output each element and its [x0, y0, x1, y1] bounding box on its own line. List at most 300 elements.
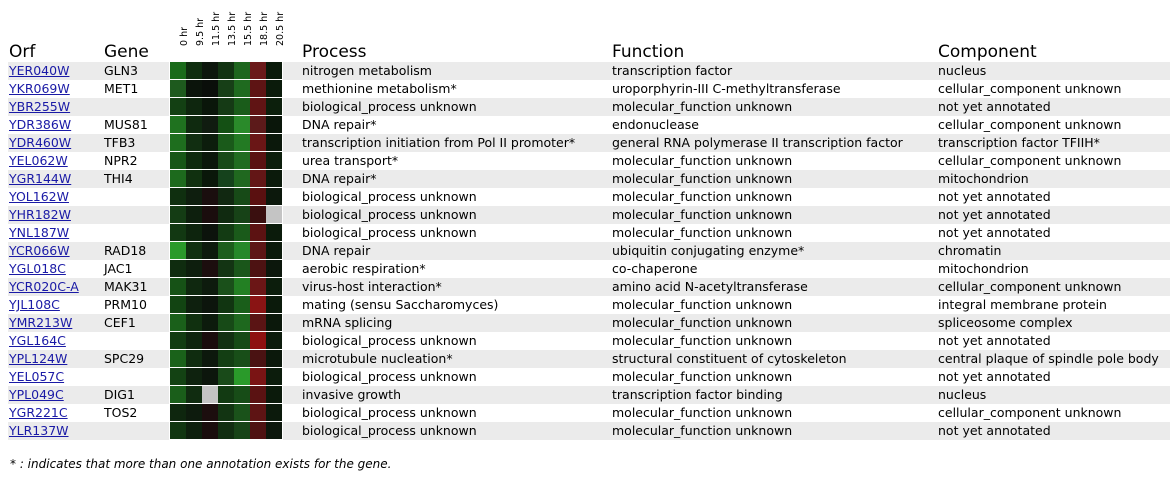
heatmap-cell	[186, 242, 202, 259]
heatmap-cell	[202, 350, 218, 367]
function-cell: transcription factor binding	[612, 387, 783, 402]
gene-cell: SPC29	[104, 351, 145, 366]
component-cell: integral membrane protein	[938, 297, 1107, 312]
timepoint-text: 9.5 hr	[195, 17, 206, 46]
orf-cell	[9, 278, 79, 296]
process-cell: biological_process unknown	[302, 225, 477, 240]
expression-heatmap	[170, 404, 282, 421]
heatmap-cell	[218, 242, 234, 259]
process-cell: invasive growth	[302, 387, 401, 402]
heatmap-cell	[218, 314, 234, 331]
orf-cell	[9, 116, 71, 134]
heatmap-cell	[250, 278, 266, 295]
heatmap-cell	[202, 332, 218, 349]
function-cell: ubiquitin conjugating enzyme*	[612, 243, 805, 258]
timepoint-text: 18.5 hr	[259, 11, 270, 46]
expression-heatmap	[170, 350, 282, 367]
orf-link[interactable]: YDR386W	[9, 117, 72, 132]
heatmap-cell	[202, 188, 218, 205]
heatmap-cell	[170, 296, 186, 313]
heatmap-cell	[266, 206, 282, 223]
orf-link[interactable]: YOL162W	[9, 189, 69, 204]
gene-cell: NPR2	[104, 153, 138, 168]
timepoint-text: 15.5 hr	[243, 11, 254, 46]
heatmap-cell	[218, 188, 234, 205]
process-cell: DNA repair*	[302, 117, 377, 132]
heatmap-cell	[186, 98, 202, 115]
heatmap-cell	[186, 386, 202, 403]
process-cell: biological_process unknown	[302, 423, 477, 438]
expression-heatmap	[170, 368, 282, 385]
heatmap-cell	[202, 242, 218, 259]
orf-cell	[9, 98, 70, 116]
heatmap-cell	[234, 422, 250, 439]
process-cell: aerobic respiration*	[302, 261, 426, 276]
orf-link[interactable]: YER040W	[9, 63, 70, 78]
heatmap-cell	[170, 260, 186, 277]
component-cell: mitochondrion	[938, 261, 1029, 276]
function-cell: structural constituent of cytoskeleton	[612, 351, 847, 366]
component-cell: nucleus	[938, 387, 987, 402]
expression-heatmap	[170, 386, 282, 403]
orf-cell	[9, 206, 71, 224]
heatmap-cell	[170, 134, 186, 151]
heatmap-cell	[218, 152, 234, 169]
expression-heatmap	[170, 224, 282, 241]
heatmap-cell	[170, 368, 186, 385]
orf-cell	[9, 242, 70, 260]
heatmap-cell	[250, 80, 266, 97]
heatmap-cell	[170, 278, 186, 295]
component-cell: not yet annotated	[938, 99, 1051, 114]
orf-link[interactable]: YCR020C-A	[9, 279, 79, 294]
heatmap-cell	[218, 350, 234, 367]
timepoint-label	[250, 4, 270, 56]
heatmap-cell	[266, 404, 282, 421]
heatmap-cell	[234, 350, 250, 367]
orf-link[interactable]: YCR066W	[9, 243, 70, 258]
orf-cell	[9, 368, 64, 386]
component-cell: central plaque of spindle pole body	[938, 351, 1159, 366]
heatmap-cell	[234, 206, 250, 223]
heatmap-cell	[202, 116, 218, 133]
heatmap-cell	[234, 368, 250, 385]
heatmap-cell	[202, 386, 218, 403]
expression-heatmap	[170, 206, 282, 223]
gene-cell: JAC1	[104, 261, 133, 276]
heatmap-cell	[266, 62, 282, 79]
table-row	[0, 206, 1175, 224]
heatmap-cell	[202, 62, 218, 79]
orf-cell	[9, 350, 67, 368]
orf-link[interactable]: YDR460W	[9, 135, 72, 150]
function-cell: molecular_function unknown	[612, 207, 793, 222]
table-row	[0, 260, 1175, 278]
function-cell: uroporphyrin-III C-methyltransferase	[612, 81, 841, 96]
heatmap-cell	[170, 314, 186, 331]
heatmap-cell	[186, 62, 202, 79]
process-cell: microtubule nucleation*	[302, 351, 453, 366]
heatmap-cell	[186, 332, 202, 349]
heatmap-cell	[202, 80, 218, 97]
heatmap-cell	[170, 224, 186, 241]
heatmap-cell	[250, 350, 266, 367]
heatmap-cell	[250, 386, 266, 403]
expression-heatmap	[170, 116, 282, 133]
heatmap-cell	[234, 386, 250, 403]
orf-cell	[9, 386, 64, 404]
heatmap-cell	[266, 116, 282, 133]
table-row	[0, 152, 1175, 170]
heatmap-cell	[170, 332, 186, 349]
orf-link[interactable]: YEL057C	[9, 369, 65, 384]
orf-link[interactable]: YPL049C	[9, 387, 64, 402]
heatmap-cell	[186, 224, 202, 241]
process-cell: biological_process unknown	[302, 99, 477, 114]
gene-cell: PRM10	[104, 297, 147, 312]
heatmap-cell	[218, 134, 234, 151]
function-cell: molecular_function unknown	[612, 297, 793, 312]
function-cell: molecular_function unknown	[612, 315, 793, 330]
orf-cell	[9, 296, 60, 314]
expression-heatmap	[170, 62, 282, 79]
orf-link[interactable]: YKR069W	[9, 81, 70, 96]
heatmap-cell	[250, 332, 266, 349]
footnote: * : indicates that more than one annotation exists for the gene.	[10, 457, 392, 471]
heatmap-cell	[266, 80, 282, 97]
expression-heatmap	[170, 260, 282, 277]
orf-cell	[9, 134, 71, 152]
orf-link[interactable]: YJL108C	[9, 297, 60, 312]
heatmap-cell	[170, 404, 186, 421]
heatmap-cell	[186, 296, 202, 313]
timepoint-text: 0 hr	[179, 27, 190, 46]
heatmap-cell	[186, 134, 202, 151]
process-cell: transcription initiation from Pol II promoter*	[302, 135, 576, 150]
heatmap-cell	[218, 224, 234, 241]
header-process: Process	[302, 42, 367, 62]
heatmap-cell	[250, 422, 266, 439]
expression-heatmap	[170, 98, 282, 115]
table-row	[0, 62, 1175, 80]
orf-link[interactable]: YPL124W	[9, 351, 68, 366]
gene-cell: THI4	[104, 171, 133, 186]
process-cell: mating (sensu Saccharomyces)	[302, 297, 499, 312]
heatmap-cell	[234, 134, 250, 151]
timepoint-text: 11.5 hr	[211, 11, 222, 46]
timepoint-label	[218, 4, 238, 56]
heatmap-cell	[218, 404, 234, 421]
component-cell: not yet annotated	[938, 189, 1051, 204]
heatmap-cell	[266, 422, 282, 439]
heatmap-cell	[250, 260, 266, 277]
heatmap-cell	[170, 98, 186, 115]
heatmap-cell	[250, 314, 266, 331]
orf-link[interactable]: YEL062W	[9, 153, 68, 168]
heatmap-cell	[170, 206, 186, 223]
expression-heatmap	[170, 278, 282, 295]
heatmap-cell	[218, 98, 234, 115]
heatmap-cell	[186, 116, 202, 133]
heatmap-cell	[234, 278, 250, 295]
heatmap-cell	[266, 224, 282, 241]
heatmap-cell	[186, 152, 202, 169]
component-cell: cellular_component unknown	[938, 405, 1122, 420]
heatmap-cell	[234, 242, 250, 259]
timepoint-label	[202, 4, 222, 56]
heatmap-cell	[234, 332, 250, 349]
orf-link[interactable]: YGR144W	[9, 171, 72, 186]
heatmap-cell	[218, 422, 234, 439]
heatmap-cell	[186, 260, 202, 277]
timepoint-text: 20.5 hr	[275, 11, 286, 46]
function-cell: molecular_function unknown	[612, 333, 793, 348]
heatmap-cell	[250, 62, 266, 79]
heatmap-cell	[186, 422, 202, 439]
process-cell: urea transport*	[302, 153, 399, 168]
heatmap-cell	[234, 296, 250, 313]
process-cell: nitrogen metabolism	[302, 63, 432, 78]
component-cell: not yet annotated	[938, 207, 1051, 222]
heatmap-cell	[250, 404, 266, 421]
heatmap-cell	[250, 116, 266, 133]
gene-cell: DIG1	[104, 387, 135, 402]
header-function: Function	[612, 42, 685, 62]
heatmap-cell	[218, 332, 234, 349]
heatmap-cell	[202, 224, 218, 241]
function-cell: transcription factor	[612, 63, 733, 78]
heatmap-cell	[170, 188, 186, 205]
heatmap-cell	[202, 368, 218, 385]
function-cell: general RNA polymerase II transcription factor	[612, 135, 903, 150]
heatmap-cell	[186, 188, 202, 205]
heatmap-cell	[170, 170, 186, 187]
expression-heatmap	[170, 314, 282, 331]
orf-link[interactable]: YGR221C	[9, 405, 68, 420]
heatmap-cell	[170, 350, 186, 367]
heatmap-cell	[266, 260, 282, 277]
orf-cell	[9, 260, 66, 278]
table-row	[0, 278, 1175, 296]
expression-heatmap	[170, 296, 282, 313]
heatmap-cell	[266, 314, 282, 331]
heatmap-cell	[202, 98, 218, 115]
heatmap-cell	[170, 422, 186, 439]
function-cell: molecular_function unknown	[612, 153, 793, 168]
expression-heatmap	[170, 134, 282, 151]
orf-cell	[9, 332, 66, 350]
heatmap-cell	[250, 206, 266, 223]
orf-cell	[9, 80, 70, 98]
heatmap-cell	[186, 404, 202, 421]
component-cell: not yet annotated	[938, 423, 1051, 438]
timepoint-label	[234, 4, 254, 56]
heatmap-cell	[218, 206, 234, 223]
function-cell: molecular_function unknown	[612, 369, 793, 384]
table-row	[0, 242, 1175, 260]
heatmap-cell	[250, 188, 266, 205]
heatmap-cell	[170, 62, 186, 79]
table-row	[0, 368, 1175, 386]
gene-cell: GLN3	[104, 63, 138, 78]
heatmap-cell	[186, 350, 202, 367]
expression-heatmap	[170, 422, 282, 439]
expression-heatmap	[170, 332, 282, 349]
heatmap-cell	[266, 350, 282, 367]
function-cell: molecular_function unknown	[612, 225, 793, 240]
component-cell: not yet annotated	[938, 225, 1051, 240]
gene-cell: RAD18	[104, 243, 147, 258]
heatmap-cell	[234, 188, 250, 205]
table-row	[0, 404, 1175, 422]
table-row	[0, 98, 1175, 116]
function-cell: amino acid N-acetyltransferase	[612, 279, 808, 294]
orf-cell	[9, 404, 68, 422]
function-cell: co-chaperone	[612, 261, 698, 276]
process-cell: biological_process unknown	[302, 189, 477, 204]
component-cell: cellular_component unknown	[938, 279, 1122, 294]
heatmap-cell	[266, 242, 282, 259]
heatmap-cell	[234, 152, 250, 169]
table-row	[0, 134, 1175, 152]
table-row	[0, 116, 1175, 134]
table-row	[0, 188, 1175, 206]
orf-cell	[9, 170, 71, 188]
process-cell: virus-host interaction*	[302, 279, 442, 294]
process-cell: methionine metabolism*	[302, 81, 457, 96]
gene-cell: MUS81	[104, 117, 148, 132]
orf-cell	[9, 422, 69, 440]
orf-link[interactable]: YMR213W	[9, 315, 73, 330]
function-cell: molecular_function unknown	[612, 189, 793, 204]
heatmap-cell	[218, 368, 234, 385]
heatmap-cell	[202, 134, 218, 151]
heatmap-cell	[234, 170, 250, 187]
heatmap-cell	[234, 80, 250, 97]
gene-cell: CEF1	[104, 315, 136, 330]
table-row	[0, 224, 1175, 242]
orf-link[interactable]: YHR182W	[9, 207, 71, 222]
heatmap-cell	[170, 116, 186, 133]
table-row	[0, 422, 1175, 440]
heatmap-cell	[250, 152, 266, 169]
heatmap-cell	[250, 368, 266, 385]
heatmap-cell	[170, 152, 186, 169]
table-row	[0, 80, 1175, 98]
orf-cell	[9, 314, 72, 332]
heatmap-cell	[218, 62, 234, 79]
orf-link[interactable]: YGL164C	[9, 333, 66, 348]
component-cell: transcription factor TFIIH*	[938, 135, 1100, 150]
heatmap-cell	[202, 278, 218, 295]
heatmap-cell	[266, 332, 282, 349]
heatmap-cell	[234, 224, 250, 241]
table-row	[0, 170, 1175, 188]
heatmap-cell	[234, 314, 250, 331]
header-component: Component	[938, 42, 1037, 62]
heatmap-cell	[218, 170, 234, 187]
heatmap-cell	[218, 278, 234, 295]
heatmap-cell	[266, 170, 282, 187]
heatmap-cell	[266, 296, 282, 313]
expression-heatmap	[170, 152, 282, 169]
expression-heatmap	[170, 242, 282, 259]
process-cell: DNA repair*	[302, 171, 377, 186]
heatmap-cell	[234, 404, 250, 421]
orf-link[interactable]: YLR137W	[9, 423, 69, 438]
process-cell: biological_process unknown	[302, 405, 477, 420]
function-cell: molecular_function unknown	[612, 171, 793, 186]
heatmap-cell	[234, 116, 250, 133]
expression-heatmap	[170, 170, 282, 187]
timepoint-label	[266, 4, 286, 56]
header-gene: Gene	[104, 42, 149, 62]
table-row	[0, 332, 1175, 350]
heatmap-cell	[170, 242, 186, 259]
heatmap-cell	[266, 134, 282, 151]
heatmap-cell	[234, 62, 250, 79]
heatmap-cell	[218, 386, 234, 403]
heatmap-cell	[250, 134, 266, 151]
heatmap-cell	[170, 80, 186, 97]
heatmap-cell	[250, 170, 266, 187]
process-cell: DNA repair	[302, 243, 371, 258]
component-cell: spliceosome complex	[938, 315, 1073, 330]
heatmap-cell	[266, 98, 282, 115]
function-cell: endonuclease	[612, 117, 699, 132]
timepoint-label	[186, 4, 206, 56]
heatmap-cell	[266, 152, 282, 169]
component-cell: chromatin	[938, 243, 1002, 258]
heatmap-cell	[250, 242, 266, 259]
heatmap-cell	[202, 170, 218, 187]
orf-link[interactable]: YBR255W	[9, 99, 71, 114]
process-cell: biological_process unknown	[302, 369, 477, 384]
heatmap-cell	[234, 260, 250, 277]
component-cell: mitochondrion	[938, 171, 1029, 186]
heatmap-cell	[202, 314, 218, 331]
gene-table	[0, 62, 1175, 440]
timepoint-label	[170, 4, 190, 56]
timepoint-text: 13.5 hr	[227, 11, 238, 46]
component-cell: cellular_component unknown	[938, 153, 1122, 168]
heatmap-cell	[186, 278, 202, 295]
function-cell: molecular_function unknown	[612, 423, 793, 438]
orf-cell	[9, 188, 69, 206]
gene-cell: TOS2	[104, 405, 138, 420]
component-cell: not yet annotated	[938, 333, 1051, 348]
orf-cell	[9, 152, 68, 170]
heatmap-cell	[202, 404, 218, 421]
heatmap-cell	[186, 206, 202, 223]
process-cell: mRNA splicing	[302, 315, 393, 330]
heatmap-cell	[234, 98, 250, 115]
orf-link[interactable]: YNL187W	[9, 225, 70, 240]
heatmap-cell	[250, 98, 266, 115]
table-row	[0, 314, 1175, 332]
orf-link[interactable]: YGL018C	[9, 261, 66, 276]
heatmap-cell	[170, 386, 186, 403]
heatmap-cell	[202, 206, 218, 223]
heatmap-cell	[266, 368, 282, 385]
expression-heatmap	[170, 80, 282, 97]
heatmap-cell	[218, 80, 234, 97]
gene-cell: MAK31	[104, 279, 148, 294]
heatmap-cell	[218, 296, 234, 313]
heatmap-cell	[186, 80, 202, 97]
heatmap-cell	[218, 116, 234, 133]
process-cell: biological_process unknown	[302, 333, 477, 348]
